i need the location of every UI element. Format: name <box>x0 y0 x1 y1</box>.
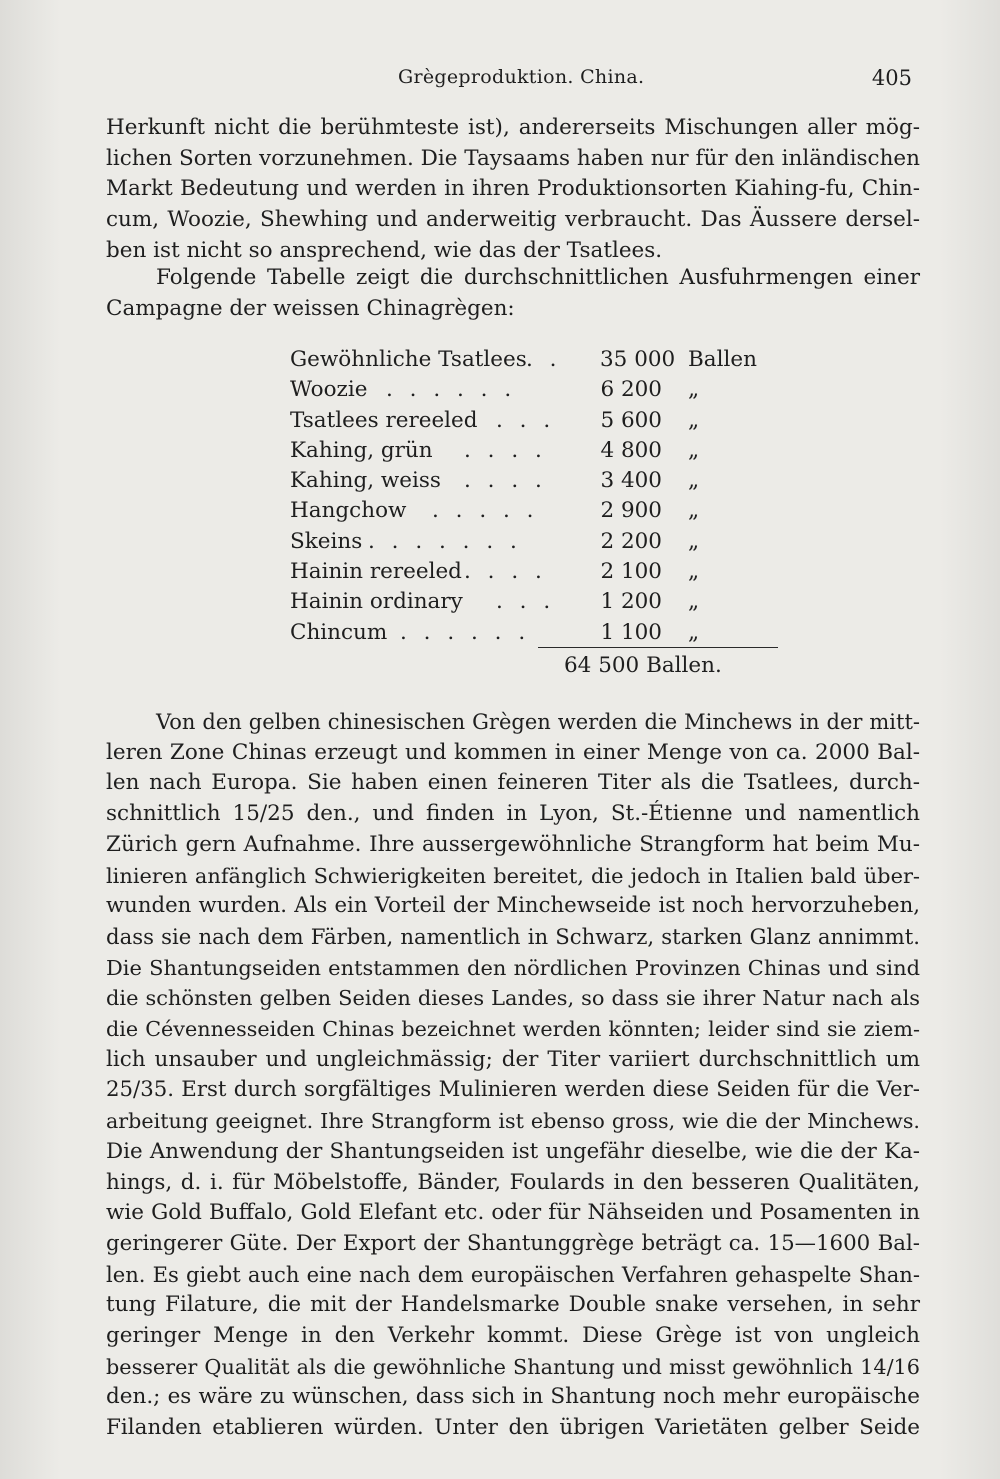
unit: „ <box>688 437 700 463</box>
table-row <box>290 587 790 617</box>
bale-count: 35 000 <box>600 347 676 372</box>
leader-dots: . . . <box>496 407 556 433</box>
text-line: Herkunft nicht die berühmteste ist), andererseits Mischungen aller mög- <box>106 115 920 140</box>
text-line: Campagne der weissen Chinagrègen: <box>106 295 515 321</box>
text-line: wunden wurden. Als ein Vorteil der Minchewseide ist noch hervorzuheben, <box>106 893 920 919</box>
text-line: lich unsauber und ungleichmässig; der Titer variiert durchschnittlich um <box>106 1046 920 1072</box>
bale-count: 1 200 <box>600 589 662 615</box>
table-row <box>290 557 790 587</box>
text-line: Die Anwendung der Shantungseiden ist ungefähr dieselbe, wie die der Ka- <box>106 1138 920 1164</box>
text-line: Zürich gern Aufnahme. Ihre aussergewöhnliche Strangform hat beim Mu- <box>106 831 920 857</box>
text-line: geringer Menge in den Verkehr kommt. Diese Grège ist von ungleich <box>106 1323 920 1349</box>
leader-dots: . . . . . . <box>386 377 517 403</box>
text-line: besserer Qualität als die gewöhnliche Shantung und misst gewöhnlich 14/16 <box>106 1354 920 1379</box>
table-total: 64 500 Ballen. <box>564 653 722 678</box>
text-line: die Cévennesseiden Chinas bezeichnet werden könnten; leider sind sie ziem- <box>106 1017 920 1042</box>
variety-name: Woozie <box>290 377 368 403</box>
unit: „ <box>688 407 700 433</box>
running-title: Grègeproduktion. China. <box>398 66 645 88</box>
text-line: len nach Europa. Sie haben einen feineren Titer als die Tsatlees, durch- <box>106 770 920 796</box>
leader-dots: . . . . . <box>432 498 539 524</box>
export-quantities-table <box>290 345 790 678</box>
text-line: Von den gelben chinesischen Grègen werden die Minchews in der mitt- <box>156 710 920 734</box>
bale-count: 2 900 <box>600 498 662 524</box>
table-row <box>290 375 790 405</box>
text-line: Die Shantungseiden entstammen den nördlichen Provinzen Chinas und sind <box>106 955 920 980</box>
text-line: Markt Bedeutung und werden in ihren Produktionsorten Kiahing-fu, Chin- <box>106 176 920 202</box>
text-line: die schönsten gelben Seiden dieses Landes, so dass sie ihrer Natur nach als <box>106 986 920 1011</box>
table-row <box>290 618 790 648</box>
text-line: linieren anfänglich Schwierigkeiten bereitet, die jedoch in Italien bald über- <box>106 863 920 888</box>
text-line: den.; es wäre zu wünschen, dass sich in Shantung noch mehr europäische <box>106 1384 920 1410</box>
text-line: geringerer Güte. Der Export der Shantunggrège beträgt ca. 15—1600 Bal- <box>106 1230 920 1256</box>
text-line: hings, d. i. für Möbelstoffe, Bänder, Foulards in den besseren Qualitäten, <box>106 1169 920 1195</box>
bale-count: 3 400 <box>600 468 662 494</box>
text-line: leren Zone Chinas erzeugt und kommen in einer Menge von ca. 2000 Bal- <box>106 739 920 765</box>
text-line: dass sie nach dem Färben, namentlich in Schwarz, starken Glanz annimmt. <box>106 923 920 949</box>
variety-name: Hainin ordinary <box>290 589 463 615</box>
leader-dots: . . . . <box>464 468 547 494</box>
unit: „ <box>688 559 700 585</box>
text-line: lichen Sorten vorzunehmen. Die Taysaams haben nur für den inländischen <box>106 145 920 171</box>
page-number: 405 <box>871 66 912 90</box>
leader-dots: . . . . <box>464 559 547 585</box>
text-line: len. Es giebt auch eine nach dem europäischen Verfahren gehaspelte Shan- <box>106 1261 920 1287</box>
leader-dots: . . . . . . . <box>368 528 522 554</box>
paragraph-table-intro <box>106 263 920 324</box>
unit: „ <box>688 589 700 615</box>
leader-dots: . . . . <box>464 437 547 463</box>
leader-dots: . . . <box>496 589 556 615</box>
text-line: wie Gold Buffalo, Gold Elefant etc. oder für Nähseiden und Posamenten in <box>106 1200 920 1226</box>
table-row <box>290 406 790 436</box>
unit: „ <box>688 498 700 524</box>
variety-name: Chincum <box>290 619 388 645</box>
text-line: Folgende Tabelle zeigt die durchschnittlichen Ausfuhrmengen einer <box>156 265 920 290</box>
table-row <box>290 496 790 526</box>
variety-name: Tsatlees rereeled <box>290 407 478 433</box>
variety-name: Kahing, weiss <box>290 468 441 494</box>
unit: „ <box>688 528 700 554</box>
bale-count: 4 800 <box>600 437 662 463</box>
variety-name: Hainin rereeled <box>290 559 462 585</box>
text-line: arbeitung geeignet. Ihre Strangform ist ebenso gross, wie die der Minchews. <box>106 1109 920 1134</box>
sum-rule <box>538 647 778 648</box>
bale-count: 6 200 <box>600 377 662 403</box>
table-row <box>290 527 790 557</box>
paragraph-yellow-greges <box>106 707 920 1444</box>
unit: „ <box>688 468 700 494</box>
leader-dots: . . <box>526 347 562 372</box>
table-row <box>290 466 790 496</box>
table-row <box>290 345 790 375</box>
text-line: Filanden etablieren würden. Unter den übrigen Varietäten gelber Seide <box>106 1415 920 1441</box>
text-line: 25/35. Erst durch sorgfältiges Mulinieren werden diese Seiden für die Ver- <box>106 1077 920 1103</box>
variety-name: Kahing, grün <box>290 437 433 463</box>
unit: Ballen <box>688 347 757 372</box>
bale-count: 5 600 <box>600 407 662 433</box>
paragraph-taysaams <box>106 113 920 267</box>
text-line: ben ist nicht so ansprechend, wie das der Tsatlees. <box>106 237 663 263</box>
page-header <box>108 66 912 96</box>
bale-count: 2 100 <box>600 559 662 585</box>
leader-dots: . . . . . . <box>400 619 531 645</box>
text-line: schnittlich 15/25 den., und finden in Lyon, St.-Étienne und namentlich <box>106 801 920 827</box>
text-line: cum, Woozie, Shewhing und anderweitig verbraucht. Das Äussere dersel- <box>106 207 920 233</box>
bale-count: 1 100 <box>600 619 662 645</box>
variety-name: Hangchow <box>290 498 407 524</box>
unit: „ <box>688 377 700 403</box>
bale-count: 2 200 <box>600 528 662 554</box>
unit: „ <box>688 619 700 645</box>
variety-name: Skeins <box>290 528 363 554</box>
table-row <box>290 436 790 466</box>
variety-name: Gewöhnliche Tsatlees <box>290 347 527 372</box>
text-line: tung Filature, die mit der Handelsmarke Double snake versehen, in sehr <box>106 1292 920 1318</box>
